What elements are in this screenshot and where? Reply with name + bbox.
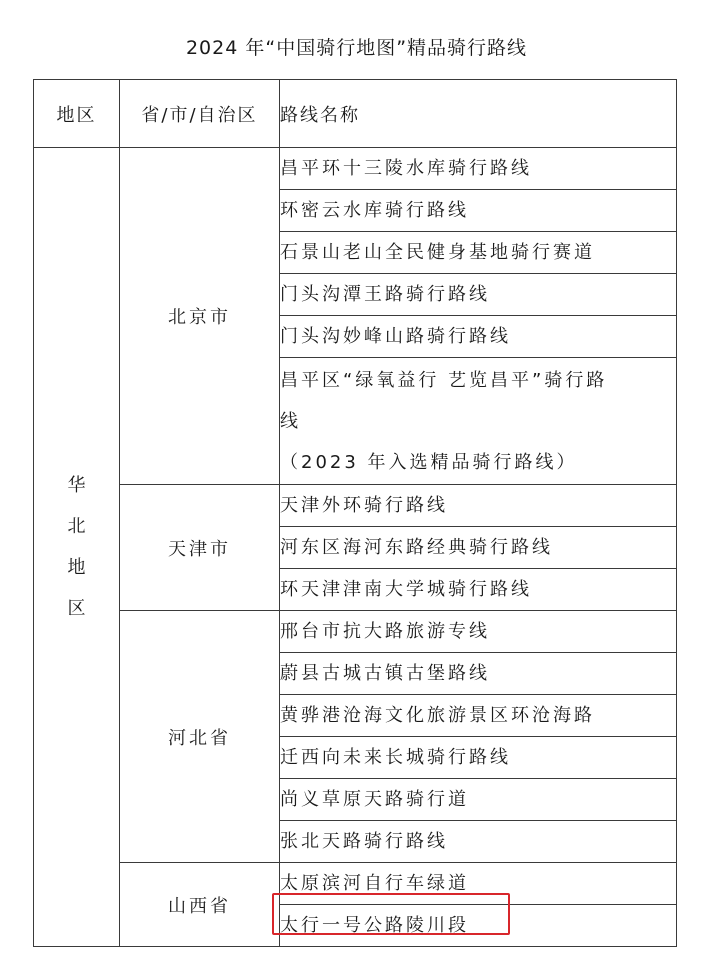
table-header-row: [34, 80, 677, 148]
table-row: [34, 863, 677, 905]
province-cell-tianjin: 天津市: [120, 485, 280, 611]
document-title: 2024 年“中国骑行地图”精品骑行路线: [185, 37, 528, 59]
special-route-line1: 昌平区“绿氧益行 艺览昌平”骑行路: [280, 369, 608, 391]
route-cell: 邢台市抗大路旅游专线: [280, 611, 677, 653]
route-cell: 太原滨河自行车绿道: [280, 863, 677, 905]
route-cell: 天津外环骑行路线: [280, 485, 677, 527]
header-province: 省/市/自治区: [120, 80, 280, 148]
region-cell: [34, 148, 120, 947]
route-cell: 张北天路骑行路线: [280, 821, 677, 863]
province-cell-beijing: 北京市: [120, 148, 280, 485]
route-table: [33, 79, 677, 947]
header-route-name: 路线名称: [280, 80, 677, 148]
route-cell: 迁西向未来长城骑行路线: [280, 737, 677, 779]
route-cell: 门头沟潭王路骑行路线: [280, 274, 677, 316]
route-cell: 门头沟妙峰山路骑行路线: [280, 316, 677, 358]
route-cell: 环密云水库骑行路线: [280, 190, 677, 232]
route-cell: 蔚县古城古镇古堡路线: [280, 653, 677, 695]
table-row: [34, 611, 677, 653]
table-row: [34, 485, 677, 527]
table-row: [34, 148, 677, 190]
route-cell: 昌平环十三陵水库骑行路线: [280, 148, 677, 190]
route-cell: 河东区海河东路经典骑行路线: [280, 527, 677, 569]
region-label: 华北地区: [67, 475, 86, 619]
province-cell-shanxi: 山西省: [120, 863, 280, 947]
route-cell-highlighted: 太行一号公路陵川段: [280, 905, 677, 947]
header-region: 地区: [34, 80, 120, 148]
route-cell: 石景山老山全民健身基地骑行赛道: [280, 232, 677, 274]
special-route-line2: 线: [280, 410, 301, 432]
province-cell-hebei: 河北省: [120, 611, 280, 863]
route-cell: 尚义草原天路骑行道: [280, 779, 677, 821]
route-cell: 黄骅港沧海文化旅游景区环沧海路: [280, 695, 677, 737]
route-cell: 环天津津南大学城骑行路线: [280, 569, 677, 611]
route-cell-special: [280, 358, 677, 485]
special-route-note: （2023 年入选精品骑行路线）: [280, 451, 578, 473]
